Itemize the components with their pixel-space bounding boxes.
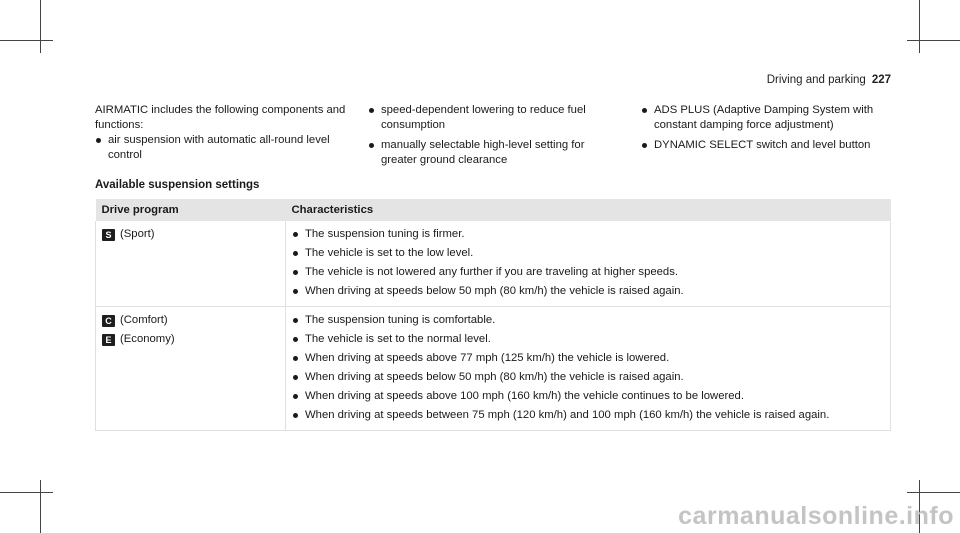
crop-mark-top-right-v xyxy=(919,0,920,53)
characteristic-item: The vehicle is set to the low level. xyxy=(292,246,884,261)
program-sport xyxy=(102,227,279,242)
characteristic-item: When driving at speeds below 50 mph (80 km/h) the vehicle is raised again. xyxy=(292,370,884,385)
intro-item: ADS PLUS (Adaptive Damping System with constant damping force adjustment) xyxy=(641,103,891,133)
characteristic-item: When driving at speeds above 77 mph (125 km/h) the vehicle is lowered. xyxy=(292,351,884,366)
comfort-key-icon: C xyxy=(102,315,115,327)
economy-key-icon: E xyxy=(102,334,115,346)
intro-list-1 xyxy=(95,133,350,163)
characteristic-item: When driving at speeds below 50 mph (80 km/h) the vehicle is raised again. xyxy=(292,284,884,299)
header-drive-program: Drive program xyxy=(96,199,286,221)
intro-list-2 xyxy=(368,103,613,168)
characteristic-item: The vehicle is set to the normal level. xyxy=(292,332,884,347)
program-cell xyxy=(96,307,286,431)
crop-mark-bottom-left-v xyxy=(40,480,41,533)
table-header-row xyxy=(96,199,891,221)
header-characteristics: Characteristics xyxy=(286,199,891,221)
characteristic-item: When driving at speeds above 100 mph (160 km/h) the vehicle continues to be lowered. xyxy=(292,389,884,404)
table-row xyxy=(96,307,891,431)
intro-list-3 xyxy=(641,103,891,153)
section-title: Available suspension settings xyxy=(95,179,260,191)
program-label: (Comfort) xyxy=(120,314,168,326)
intro-column-1 xyxy=(95,103,350,168)
intro-text: AIRMATIC includes the following components and functions: xyxy=(95,104,346,131)
running-header xyxy=(767,73,891,88)
characteristic-item: The suspension tuning is firmer. xyxy=(292,227,884,242)
page-number: 227 xyxy=(871,74,891,86)
intro-item: DYNAMIC SELECT switch and level button xyxy=(641,138,891,153)
table-row xyxy=(96,221,891,307)
characteristics-cell xyxy=(286,307,891,431)
sport-key-icon: S xyxy=(102,229,115,241)
characteristic-item: When driving at speeds between 75 mph (120 km/h) and 100 mph (160 km/h) the vehicle is raised again. xyxy=(292,408,884,423)
characteristic-item: The vehicle is not lowered any further if you are traveling at higher speeds. xyxy=(292,265,884,280)
crop-mark-top-left-v xyxy=(40,0,41,53)
program-cell xyxy=(96,221,286,307)
crop-mark-bottom-left-h xyxy=(0,492,53,493)
characteristics-list xyxy=(292,313,884,423)
intro-item: speed-dependent lowering to reduce fuel consumption xyxy=(368,103,613,133)
characteristic-item: The suspension tuning is comfortable. xyxy=(292,313,884,328)
program-label: (Economy) xyxy=(120,333,175,345)
intro-column-2 xyxy=(368,103,613,173)
crop-mark-top-right-h xyxy=(907,40,960,41)
intro-item: air suspension with automatic all-round level control xyxy=(95,133,350,163)
program-comfort xyxy=(102,313,279,328)
characteristics-list xyxy=(292,227,884,299)
intro-item: manually selectable high-level setting for greater ground clearance xyxy=(368,138,613,168)
header-section: Driving and parking xyxy=(766,74,866,86)
watermark: carmanualsonline.info xyxy=(678,502,954,530)
intro-column-3 xyxy=(641,103,891,158)
suspension-settings-table xyxy=(95,199,891,431)
program-economy xyxy=(102,332,279,347)
crop-mark-top-left-h xyxy=(0,40,53,41)
crop-mark-bottom-right-h xyxy=(907,492,960,493)
program-label: (Sport) xyxy=(120,228,155,240)
characteristics-cell xyxy=(286,221,891,307)
